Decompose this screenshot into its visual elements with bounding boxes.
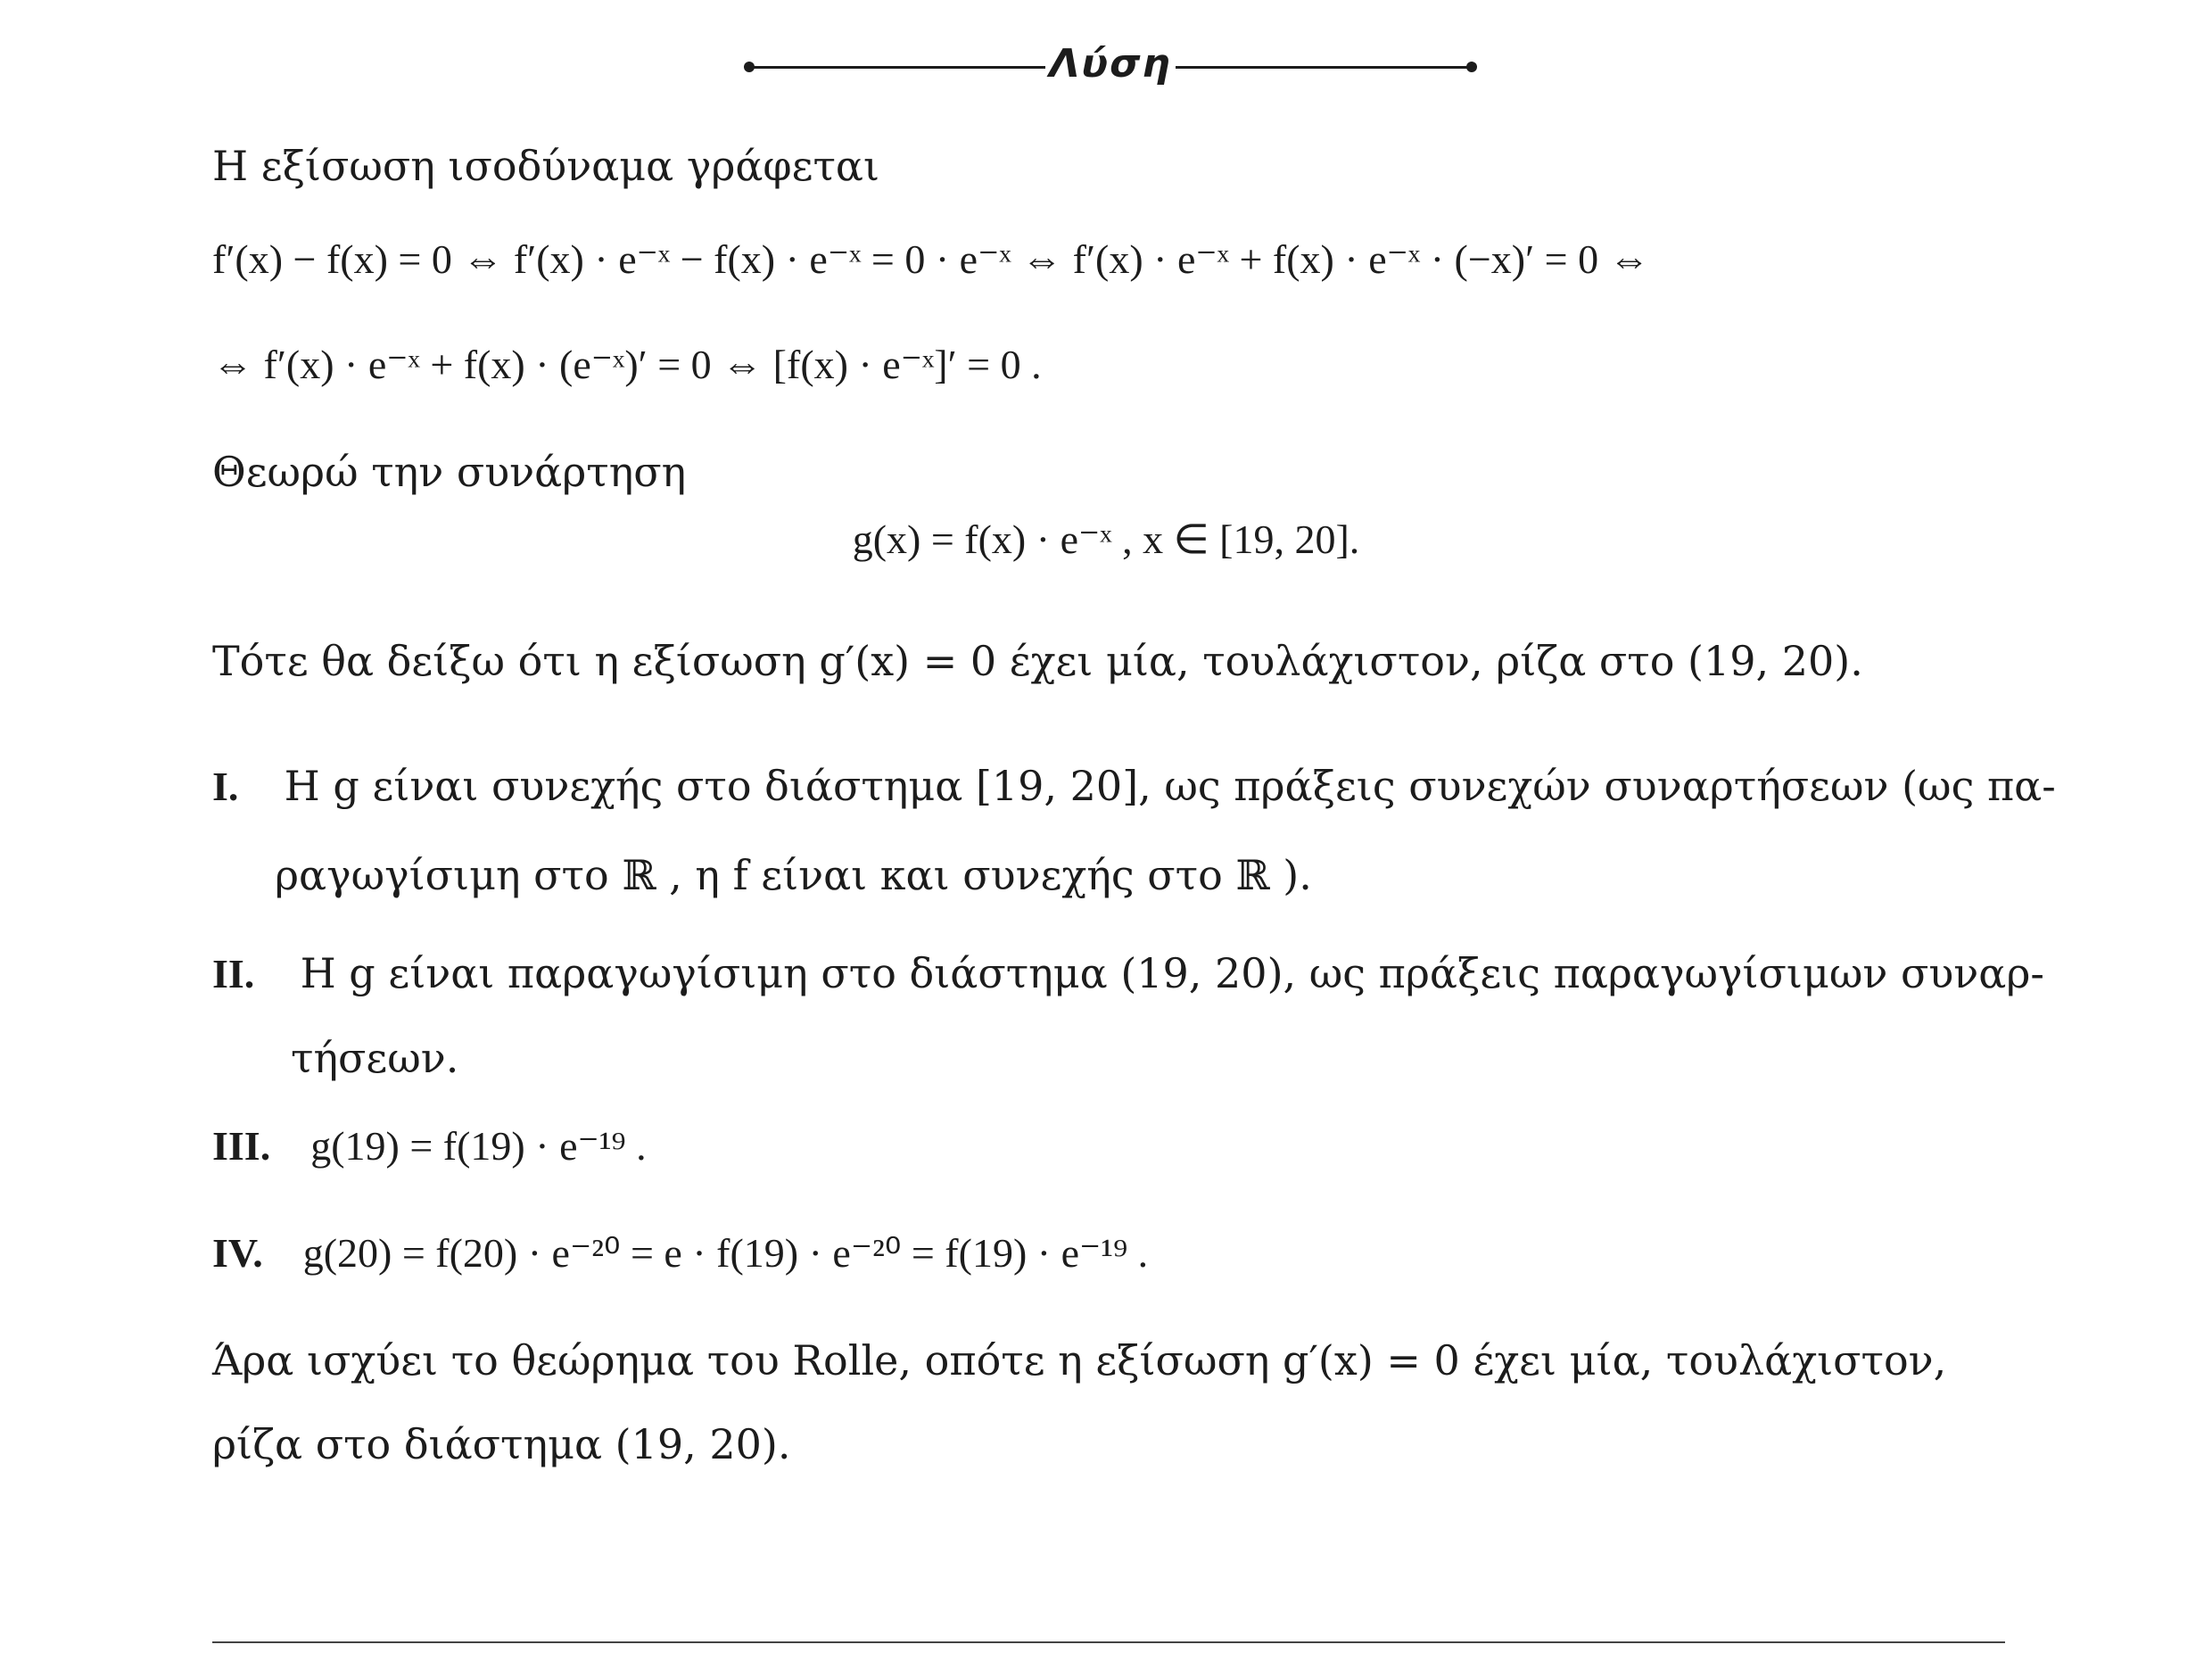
conclusion-line-2: ρίζα στο διάστημα (19, 20). <box>212 1420 791 1468</box>
list-item-1-line1: Η g είναι συνεχής στο διάστημα [19, 20], ως πράξεις συνεχών συναρτήσεων (ως πα- <box>284 762 2056 810</box>
function-definition: g(x) = f(x) · e⁻ˣ , x ∈ [19, 20]. <box>852 517 1360 562</box>
equation-line-2: ⇔ f′(x) · e⁻ˣ + f(x) · (e⁻ˣ)′ = 0 ⇔ [f(x) · e⁻ˣ]′ = 0 . <box>212 342 1042 387</box>
list-item-4 <box>212 1230 1149 1276</box>
list-item-3-label: III. <box>212 1123 271 1169</box>
equation-line-1: f′(x) − f(x) = 0 ⇔ f′(x) · e⁻ˣ − f(x) · e⁻ˣ = 0 · e⁻ˣ ⇔ f′(x) · e⁻ˣ + f(x) · e⁻ˣ · (−x)′ = 0 ⇔ <box>212 236 1650 282</box>
heading-dot-right <box>1466 62 1477 72</box>
intro-text: Η εξίσωση ισοδύναμα γράφεται <box>212 142 880 190</box>
list-item-3-line1: g(19) = f(19) · e⁻¹⁹ . <box>310 1123 647 1169</box>
list-item-1-label: I. <box>212 764 239 809</box>
list-item-4-line1: g(20) = f(20) · e⁻²⁰ = e · f(19) · e⁻²⁰ = f(19) · e⁻¹⁹ . <box>302 1230 1149 1276</box>
consider-text: Θεωρώ την συνάρτηση <box>212 448 687 496</box>
list-item-1-continued: ραγωγίσιμη στο ℝ , η f είναι και συνεχής στο ℝ ). <box>275 851 1312 899</box>
list-item-2 <box>212 949 2044 997</box>
list-item-2-continued: τήσεων. <box>291 1034 459 1082</box>
list-item-1 <box>212 762 2056 810</box>
goal-text: Τότε θα δείξω ότι η εξίσωση g′(x) = 0 έχει μία, τουλάχιστον, ρίζα στο (19, 20). <box>212 637 1863 685</box>
conclusion-line-1: Άρα ισχύει το θεώρημα του Rolle, οπότε η εξίσωση g′(x) = 0 έχει μία, τουλάχιστον, <box>212 1336 1947 1384</box>
list-item-3 <box>212 1123 647 1169</box>
heading-rule-right <box>1176 66 1470 69</box>
list-item-2-label: II. <box>212 951 255 996</box>
solution-heading <box>740 36 1481 98</box>
list-item-4-label: IV. <box>212 1230 263 1276</box>
list-item-2-line1: Η g είναι παραγωγίσιμη στο διάστημα (19, 20), ως πράξεις παραγωγίσιμων συναρ- <box>300 949 2044 997</box>
heading-title: Λύση <box>1049 41 1172 87</box>
footer-rule <box>212 1641 2005 1643</box>
